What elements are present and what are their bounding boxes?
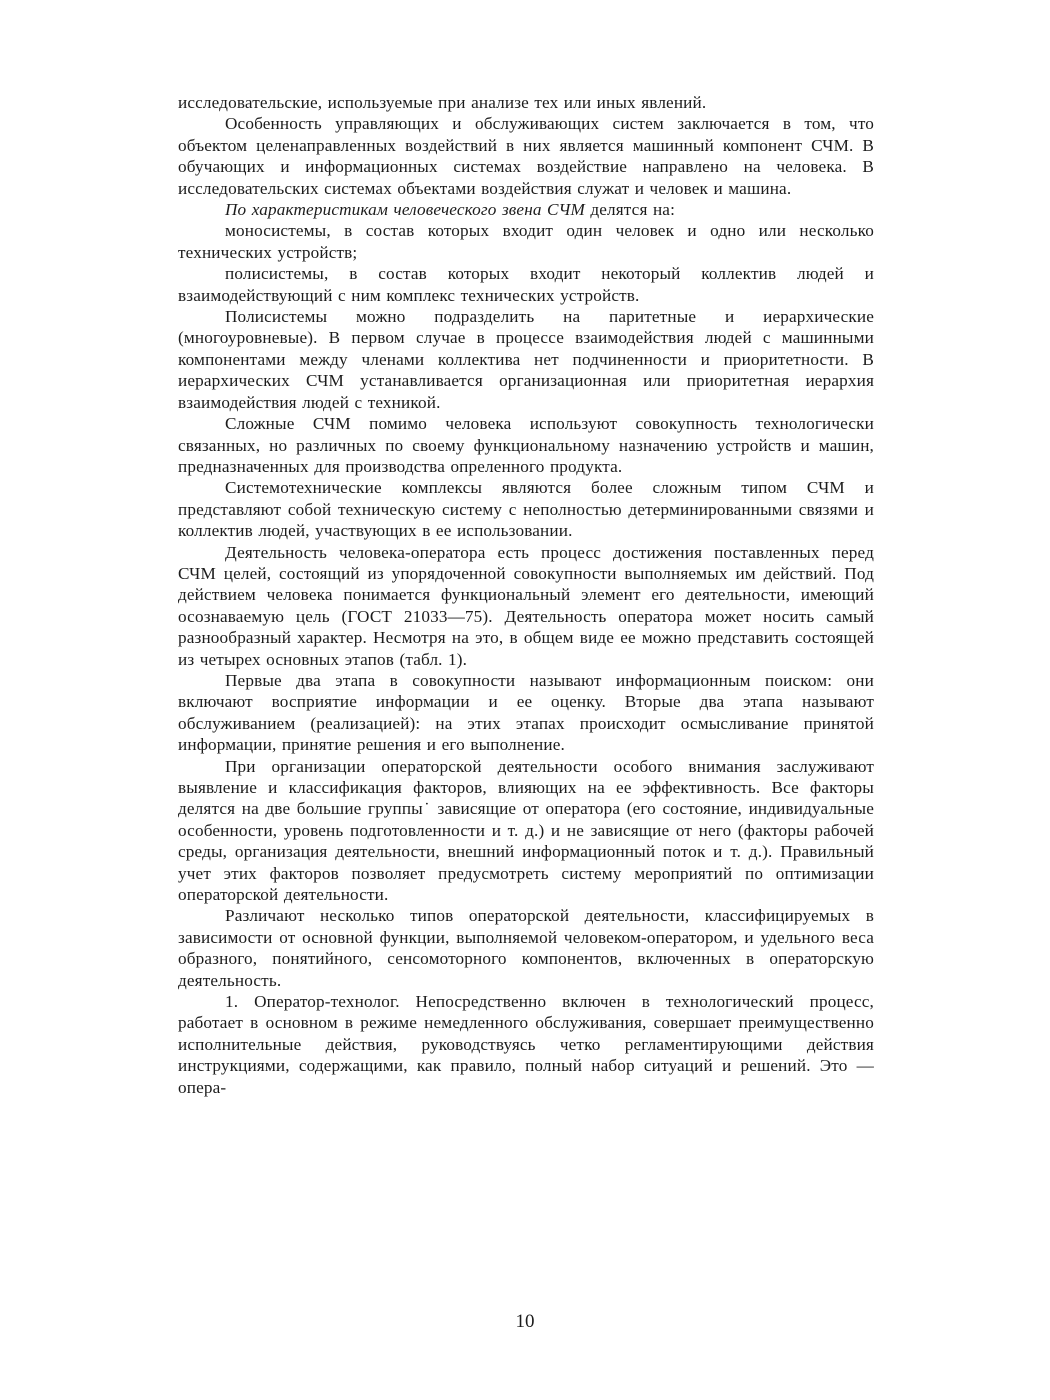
paragraph-1: исследовательские, используемые при анализе тех или иных явлений.	[178, 93, 707, 112]
paragraph-11: При организации операторской деятельности особого внимания заслуживают выявление и классификация факторов, влияющих на ее эффективность. Все факторы делятся на две большие группы˙ зависящие от оператора (его состояние, индивидуальные особенности, уровень подготовленности и т. д.) и не зависящие от него (факторы рабочей среды, организация деятельности, внешний информационный поток и т. д.). Правильный учет этих факторов позволяет предусмотреть систему мероприятий по оптимизации операторской деятельности.	[178, 756, 874, 905]
page-number: 10	[515, 1311, 535, 1332]
paragraph-2: Особенность управляющих и обслуживающих систем заключается в том, что объектом целенаправленных воздействий в них является машинный компонент СЧМ. В обучающих и информационных системах воздействие направлено на человека. В исследовательских системах объектами воздействия служат и человек и машина.	[178, 114, 874, 198]
paragraph-7: Сложные СЧМ помимо человека используют совокупность технологически связанных, но различных по своему функциональному назначению устройств и машин, предназначенных для производства опреленного продукта.	[178, 414, 874, 476]
paragraph-13: 1. Оператор-технолог. Непосредственно включен в технологический процесс, работает в основном в режиме немедленного обслуживания, совершает преимущественно исполнительные действия, руководствуясь четко регламентирующими действия инструкциями, содержащими, как правило, полный набор ситуаций и решений. Это — опера-	[178, 992, 874, 1097]
paragraph-9: Деятельность человека-оператора есть процесс достижения поставленных перед СЧМ целей, состоящий из упорядоченной совокупности выполняемых им действий. Под действием человека понимается функциональный элемент его деятельности, имеющий осознаваемую цель (ГОСТ 21033—75). Деятельность оператора может носить самый разнообразный характер. Несмотря на это, в общем виде ее можно представить состоящей из четырех основных этапов (табл. 1).	[178, 542, 874, 669]
paragraph-8: Системотехнические комплексы являются более сложным типом СЧМ и представляют собой техническую систему с неполностью детерминированными связями и коллектив людей, участвующих в ее использовании.	[178, 478, 874, 541]
paragraph-12: Различают несколько типов операторской деятельности, классифицируемых в зависимости от основной функции, выполняемой человеком-оператором, и удельного веса образного, понятийного, сенсомоторного компонентов, включенных в операторскую деятельность.	[178, 906, 874, 990]
paragraph-3-tail: делятся на:	[584, 200, 676, 220]
paragraph-10: Первые два этапа в совокупности называют информационным поиском: они включают восприятие информации и ее оценку. Вторые два этапа называют обслуживанием (реализацией): на этих этапах происходит осмысливание принятой информации, принятие решения и его выполнение.	[178, 670, 874, 755]
paragraph-4: моносистемы, в состав которых входит один человек и одно или несколько технических устройств;	[178, 221, 874, 262]
paragraph-6: Полисистемы можно подразделить на паритетные и иерархические (многоуровневые). В первом случае в процессе взаимодействия людей с машинными компонентами между членами коллектива нет подчиненности и приоритетности. В иерархических СЧМ устанавливается организационная или приоритетная иерархия взаимодействия людей с техникой.	[178, 307, 874, 412]
paragraph-3	[178, 199, 874, 220]
page-body	[178, 92, 874, 1098]
italic-lead-text: По характеристикам человеческого звена СЧМ	[225, 200, 585, 220]
paragraph-5: полисистемы, в состав которых входит некоторый коллектив людей и взаимодействующий с ним комплекс технических устройств.	[178, 264, 874, 305]
